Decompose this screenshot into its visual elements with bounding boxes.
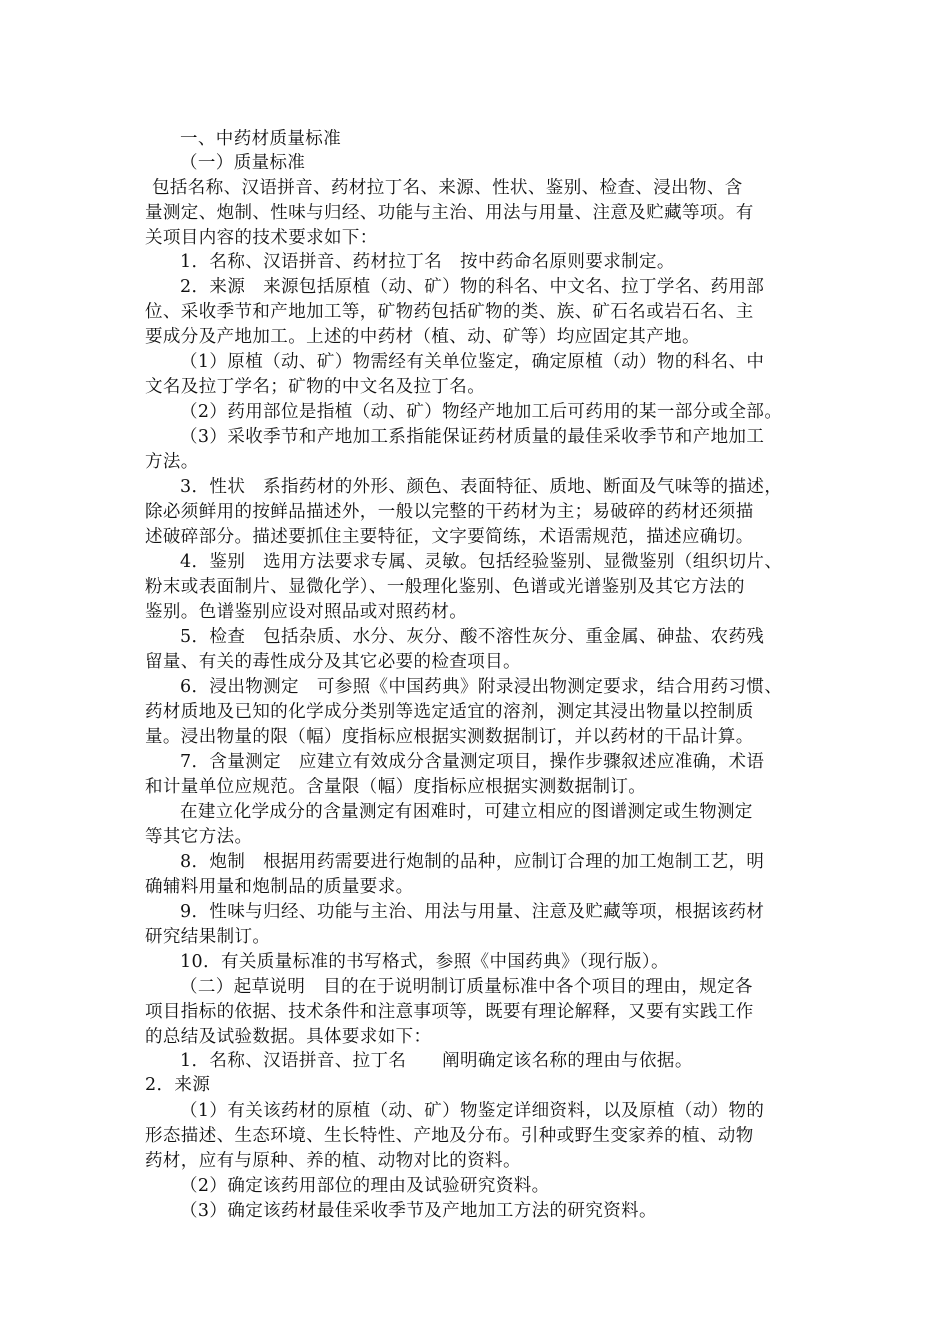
paragraph-line: 8．炮制 根据用药需要进行炮制的品种，应制订合理的加工炮制工艺，明 [180, 852, 765, 872]
paragraph-line: 1．名称、汉语拼音、药材拉丁名 按中药命名原则要求制定。 [180, 252, 675, 272]
paragraph-line: 和计量单位应规范。含量限（幅）度指标应根据实测数据制订。 [145, 777, 647, 797]
section-heading: 一、中药材质量标准 [180, 129, 342, 149]
subsection-heading: （一）质量标准 [180, 153, 306, 173]
paragraph-line: 项目指标的依据、技术条件和注意事项等，既要有理论解释，又要有实践工作 [145, 1002, 754, 1022]
paragraph-line: （1）有关该药材的原植（动、矿）物鉴定详细资料，以及原植（动）物的 [180, 1101, 765, 1121]
paragraph-line: 6．浸出物测定 可参照《中国药典》附录浸出物测定要求，结合用药习惯、 [180, 677, 783, 697]
paragraph-line: 述破碎部分。描述要抓住主要特征，文字要简练，术语需规范，描述应确切。 [145, 527, 754, 547]
paragraph-line: 药材质地及已知的化学成分类别等选定适宜的溶剂，测定其浸出物量以控制质 [145, 702, 754, 722]
paragraph-line: 5．检查 包括杂质、水分、灰分、酸不溶性灰分、重金属、砷盐、农药残 [180, 627, 765, 647]
paragraph-line: 4．鉴别 选用方法要求专属、灵敏。包括经验鉴别、显微鉴别（组织切片、 [180, 552, 783, 572]
paragraph-line: （3）采收季节和产地加工系指能保证药材质量的最佳采收季节和产地加工 [180, 427, 765, 447]
paragraph-line: 形态描述、生态环境、生长特性、产地及分布。引种或野生变家养的植、动物 [145, 1126, 754, 1146]
paragraph-line: 确辅料用量和炮制品的质量要求。 [145, 877, 414, 897]
paragraph-line: 留量、有关的毒性成分及其它必要的检查项目。 [145, 652, 521, 672]
paragraph-line: 7．含量测定 应建立有效成分含量测定项目，操作步骤叙述应准确，术语 [180, 752, 765, 772]
paragraph-line: （1）原植（动、矿）物需经有关单位鉴定，确定原植（动）物的科名、中 [180, 352, 765, 372]
paragraph-line: 10．有关质量标准的书写格式，参照《中国药典》（现行版）。 [180, 952, 669, 972]
paragraph-line: 1．名称、汉语拼音、拉丁名 阐明确定该名称的理由与依据。 [180, 1051, 693, 1071]
paragraph-line: 9．性味与归经、功能与主治、用法与用量、注意及贮藏等项，根据该药材 [180, 902, 765, 922]
paragraph-line: 3．性状 系指药材的外形、颜色、表面特征、质地、断面及气味等的描述， [180, 477, 783, 497]
paragraph-line: 量。浸出物量的限（幅）度指标应根据实测数据制订，并以药材的干品计算。 [145, 727, 754, 747]
paragraph-line: 方法。 [145, 452, 199, 472]
paragraph-line: 除必须鲜用的按鲜品描述外，一般以完整的干药材为主；易破碎的药材还须描 [145, 502, 754, 522]
paragraph-line: 包括名称、汉语拼音、药材拉丁名、来源、性状、鉴别、检查、浸出物、含 [152, 178, 743, 198]
paragraph-line: 粉末或表面制片、显微化学）、一般理化鉴别、色谱或光谱鉴别及其它方法的 [145, 577, 745, 597]
paragraph-line: 文名及拉丁学名；矿物的中文名及拉丁名。 [145, 377, 486, 397]
paragraph-line: 研究结果制订。 [145, 927, 271, 947]
paragraph-line: 关项目内容的技术要求如下： [145, 228, 378, 248]
paragraph-line: 在建立化学成分的含量测定有困难时，可建立相应的图谱测定或生物测定 [180, 802, 753, 822]
paragraph-line: 2．来源 [145, 1075, 211, 1095]
paragraph-line: 位、采收季节和产地加工等，矿物药包括矿物的类、族、矿石名或岩石名、主 [145, 302, 754, 322]
paragraph-line: 2．来源 来源包括原植（动、矿）物的科名、中文名、拉丁学名、药用部 [180, 277, 765, 297]
paragraph-line: 药材，应有与原种、养的植、动物对比的资料。 [145, 1151, 521, 1171]
paragraph-line: （2）确定该药用部位的理由及试验研究资料。 [180, 1176, 550, 1196]
subsection-heading: （二）起草说明 目的在于说明制订质量标准中各个项目的理由，规定各 [180, 977, 753, 997]
paragraph-line: 量测定、炮制、性味与归经、功能与主治、用法与用量、注意及贮藏等项。有 [145, 203, 754, 223]
paragraph-line: 等其它方法。 [145, 827, 253, 847]
paragraph-line: 的总结及试验数据。具体要求如下： [145, 1027, 432, 1047]
paragraph-line: （3）确定该药材最佳采收季节及产地加工方法的研究资料。 [180, 1201, 657, 1221]
paragraph-line: 要成分及产地加工。上述的中药材（植、动、矿等）均应固定其产地。 [145, 327, 700, 347]
paragraph-line: （2）药用部位是指植（动、矿）物经产地加工后可药用的某一部分或全部。 [180, 402, 783, 422]
paragraph-line: 鉴别。色谱鉴别应设对照品或对照药材。 [145, 602, 468, 622]
